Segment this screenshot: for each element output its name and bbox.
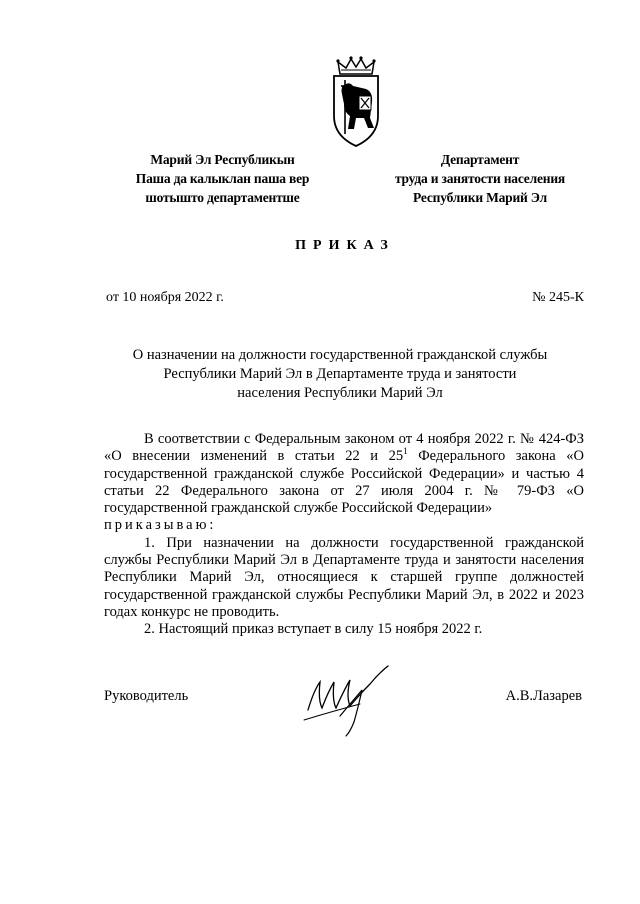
header-left-line-1: Марий Эл Республикын: [150, 152, 295, 167]
order-item-1: 1. При назначении на должности государственной гражданской службы Республики Марий Эл в Департаменте труда и занятости населения Республики Марий Эл, относящиеся к старшей группе должностей государственной гражданской службы Республики Марий Эл, в 2022 и 2023 годах конкурс не проводить.: [104, 534, 584, 620]
document-number: № 245-К: [532, 290, 584, 305]
preamble-part-1: В соответствии с Федеральным законом от 4 ноября 2022 г. № 424-ФЗ «О внесении изменений в статьи 22 и 25: [104, 431, 584, 465]
header-right-line-1: Департамент: [440, 152, 520, 167]
subject-line-2: Республики Марий Эл в Департаменте труда и занятости: [163, 366, 517, 382]
document-title: ПРИКАЗ: [295, 238, 395, 253]
order-word: приказываю:: [104, 517, 217, 534]
handwritten-signature: [300, 660, 395, 740]
document-date: от 10 ноября 2022 г.: [106, 290, 224, 305]
header-left-line-2: Паша да калыклан паша вер: [135, 171, 310, 186]
header-right-line-3: Республики Марий Эл: [413, 190, 547, 205]
header-right-russian: [380, 150, 580, 207]
document-subject: [100, 346, 580, 403]
document-body: [104, 431, 584, 639]
preamble-superscript: 1: [403, 446, 408, 457]
order-item-2: 2. Настоящий приказ вступает в силу 15 ноября 2022 г.: [144, 621, 483, 638]
header-left-line-3: шотышто департаментше: [145, 190, 300, 205]
preamble-paragraph: [104, 431, 584, 517]
signatory-role: Руководитель: [104, 688, 189, 704]
header-left-mari: [120, 150, 325, 207]
header-right-line-2: труда и занятости населения: [394, 171, 566, 186]
subject-line-3: населения Республики Марий Эл: [237, 385, 443, 401]
subject-line-1: О назначении на должности государственной гражданской службы: [132, 347, 548, 363]
coat-of-arms-emblem: [326, 56, 386, 148]
signatory-name: А.В.Лазарев: [505, 688, 582, 704]
preamble-part-2: Федерального закона «О государственной гражданской службе Российской Федерации» и частью 4 статьи 22 Федерального закона от 27 июля 2004 г. № 79-ФЗ «О государственной гражданской службе Российской Федерации»: [104, 448, 584, 517]
